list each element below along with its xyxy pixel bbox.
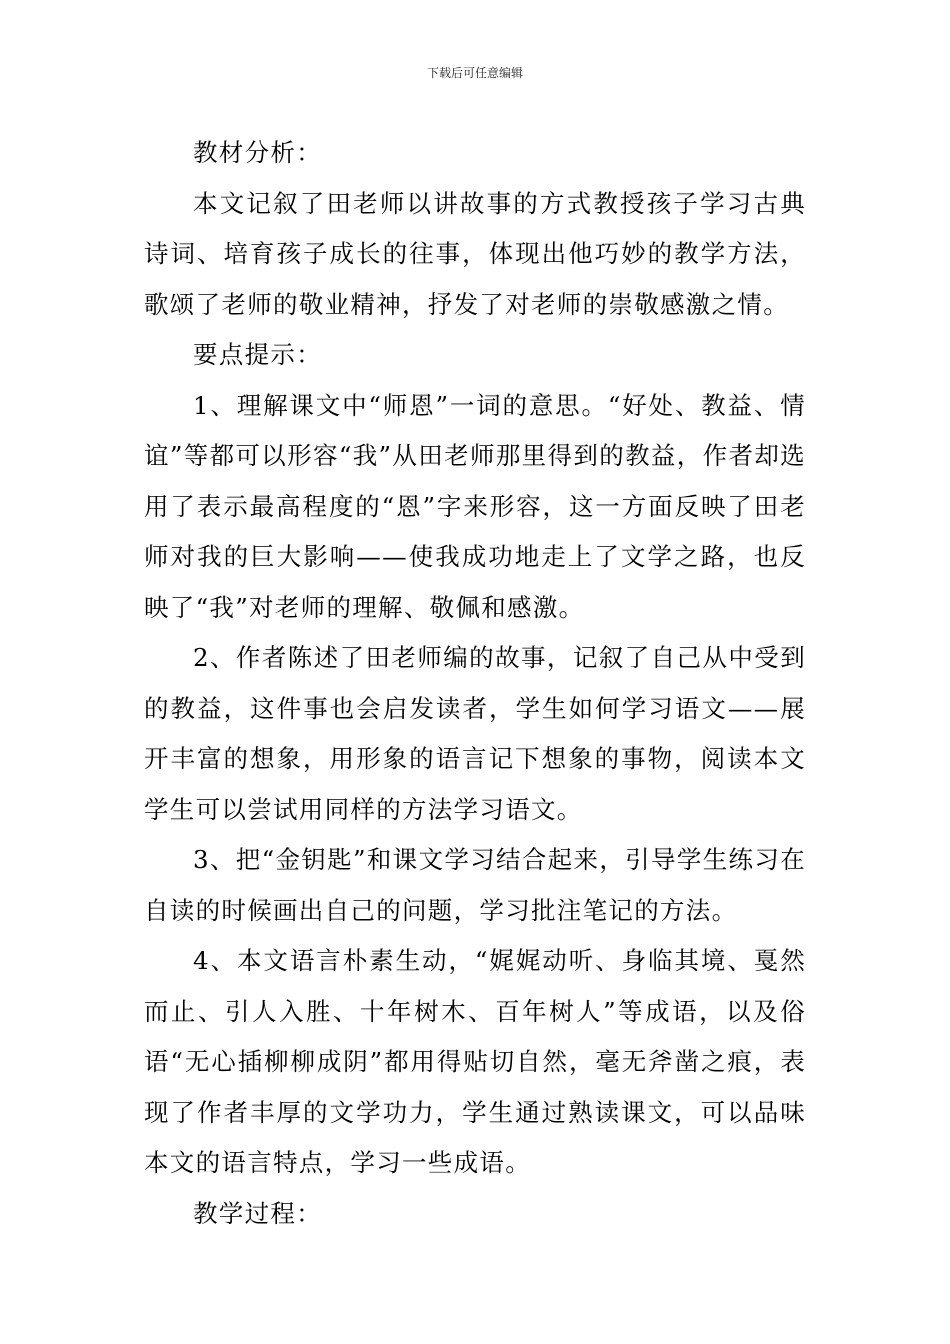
point-4: 4、本文语言朴素生动，“娓娓动听、身临其境、戛然而止、引人入胜、十年树木、百年树人”等成语，以及俗语“无心插柳柳成阴”都用得贴切自然，毫无斧凿之痕，表现了作者丰厚的文学功力，学生通过熟读课文，可以品味本文的语言特点，学习一些成语。 xyxy=(144,946,806,1177)
point-3: 3、把“金钥匙”和课文学习结合起来，引导学生练习在自读的时候画出自己的问题，学习批注笔记的方法。 xyxy=(144,845,806,925)
point-1: 1、理解课文中“师恩”一词的意思。“好处、教益、情谊”等都可以形容“我”从田老师那里得到的教益，作者却选用了表示最高程度的“恩”字来形容，这一方面反映了田老师对我的巨大影响——使我成功地走上了文学之路，也反映了“我”对老师的理解、敬佩和感激。 xyxy=(144,390,806,622)
page-header: 下载后可任意编辑 xyxy=(426,66,523,80)
heading-points: 要点提示： xyxy=(193,340,322,369)
heading-process: 教学过程： xyxy=(193,1198,322,1228)
heading-analysis: 教材分析： xyxy=(193,138,322,167)
point-2: 2、作者陈述了田老师编的故事，记叙了自己从中受到的教益，这件事也会启发读者，学生如何学习语文——展开丰富的想象，用形象的语言记下想象的事物，阅读本文学生可以尝试用同样的方法学习语文。 xyxy=(144,643,806,824)
paragraph-analysis: 本文记叙了田老师以讲故事的方式教授孩子学习古典诗词、培育孩子成长的往事，体现出他巧妙的教学方法，歌颂了老师的敬业精神，抒发了对老师的崇敬感激之情。 xyxy=(144,188,806,319)
document-body xyxy=(144,128,806,1239)
